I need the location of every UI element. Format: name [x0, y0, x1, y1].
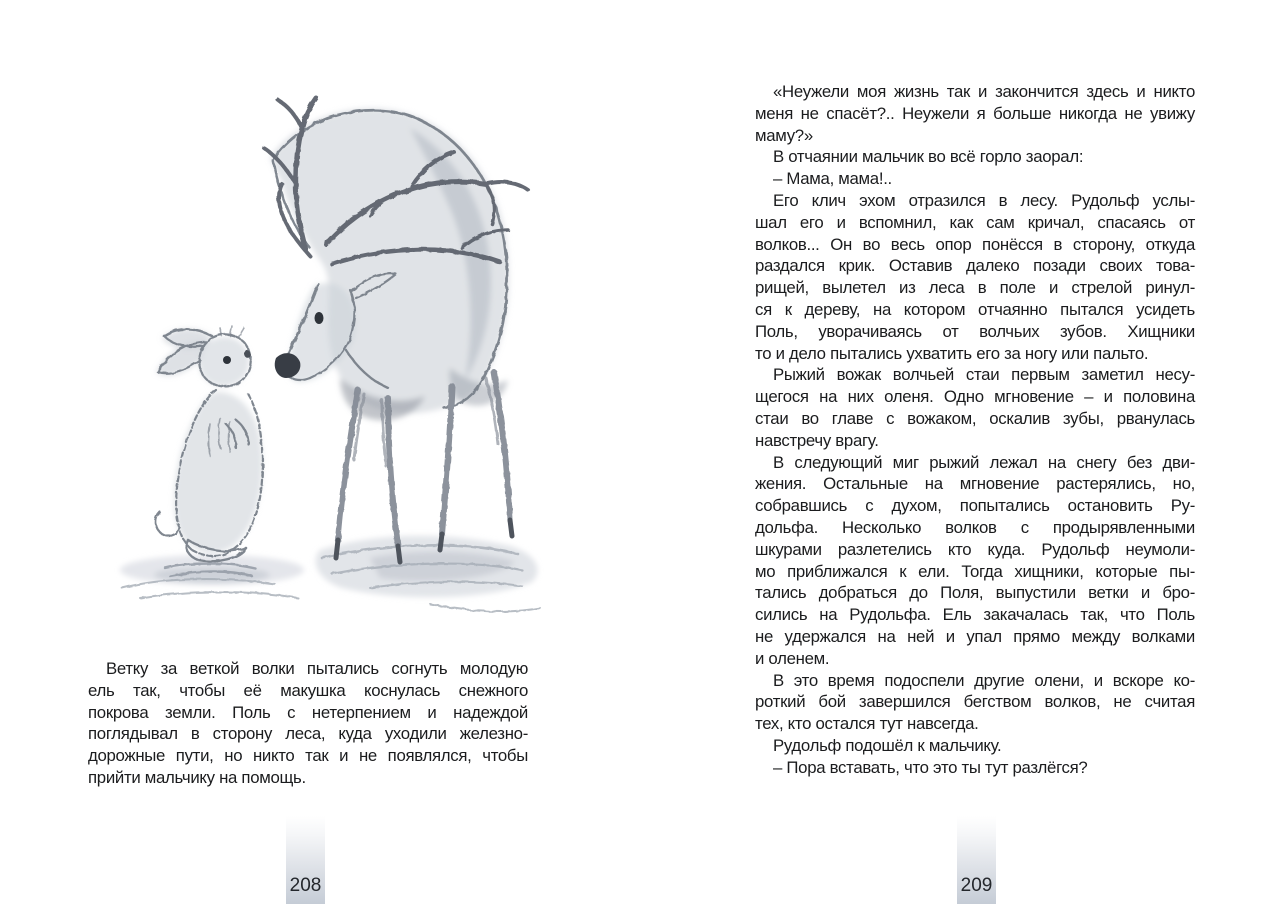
paragraph: [755, 146, 1195, 168]
text-line: В следующий миг рыжий лежал на снегу без дви-: [773, 452, 1195, 472]
text-line: не удержался на ней и упал прямо между волками: [755, 626, 1195, 646]
text-line: меня не спасёт?.. Неужели я больше никогда не увижу: [755, 103, 1195, 123]
paragraph: [88, 658, 528, 789]
text-line: маму?»: [755, 125, 813, 145]
text-line: раздался крик. Оставив далеко позади своих това-: [755, 256, 1195, 276]
paragraph: [755, 735, 1195, 757]
text-line: В отчаянии мальчик во всё горло заорал:: [773, 147, 1084, 167]
left-page-number-strip: [286, 816, 325, 904]
text-line: тались добраться до Поля, выпустили ветки и бро-: [755, 583, 1195, 603]
text-line: и оленем.: [755, 648, 830, 668]
text-line: мо приближался к ели. Тогда хищники, которые пы-: [755, 561, 1195, 581]
text-line: стаи во главе с вожаком, оскалив зубы, рванулась: [755, 408, 1195, 428]
text-line: дольфа. Несколько волков с продырявленными: [755, 517, 1195, 537]
text-line: Рыжий вожак волчьей стаи первым заметил несу-: [773, 365, 1195, 385]
text-line: рищей, вылетел из леса в поле и стрелой ринул-: [755, 278, 1195, 298]
right-page-number-strip: [957, 816, 996, 904]
paragraph: [755, 190, 1195, 364]
text-line: дорожные пути, но никто так и не появлялся, чтобы: [88, 746, 528, 766]
paragraph: [755, 757, 1195, 779]
text-line: «Неужели моя жизнь так и закончится здесь и никто: [773, 82, 1195, 101]
paragraph: [755, 168, 1195, 190]
text-line: покрова земли. Поль с нетерпением и надеждой: [88, 702, 528, 722]
text-line: прийти мальчику на помощь.: [88, 767, 306, 787]
text-line: Рудольф подошёл к мальчику.: [773, 735, 1002, 755]
text-line: – Пора вставать, что это ты тут разлёгся?: [773, 757, 1088, 777]
text-line: шкурами разлетелись кто куда. Рудольф неумоли-: [755, 539, 1195, 559]
text-line: Ветку за веткой волки пытались согнуть молодую: [106, 659, 528, 678]
left-page-number: 208: [289, 875, 322, 896]
text-line: то и дело пытались ухватить его за ногу или пальто.: [755, 343, 1149, 363]
text-line: поглядывал в сторону леса, куда уходили железно-: [88, 724, 528, 744]
text-line: волков... Он во весь опор понёсся в сторону, откуда: [755, 234, 1195, 254]
text-line: тех, кто остался тут навсегда.: [755, 714, 979, 734]
right-page-number: 209: [960, 875, 993, 896]
paragraph: [755, 81, 1195, 146]
text-line: Поль, уворачиваясь от волчьих зубов. Хищники: [755, 321, 1195, 341]
paragraph: [755, 364, 1195, 451]
text-line: – Мама, мама!..: [773, 169, 892, 189]
text-line: шал его и вспомнил, как сам кричал, спасаясь от: [755, 212, 1195, 232]
text-line: Его клич эхом отразился в лесу. Рудольф услы-: [773, 190, 1195, 210]
paragraph: [755, 452, 1195, 670]
text-line: собравшись с духом, попытались остановить Ру-: [755, 496, 1195, 516]
text-line: роткий бой завершился бегством волков, не считая: [755, 692, 1195, 712]
paragraph: [755, 670, 1195, 735]
text-line: навстречу врагу.: [755, 430, 879, 450]
text-line: В это время подоспели другие олени, и вскоре ко-: [773, 670, 1195, 690]
right-page-text: [755, 81, 1195, 779]
text-line: сились на Рудольфа. Ель закачалась так, что Поль: [755, 605, 1195, 625]
text-line: ся к дереву, на котором отчаянно пытался усидеть: [755, 299, 1195, 319]
right-page: [640, 0, 1280, 904]
text-line: жения. Остальные на мгновение растерялись, но,: [755, 474, 1195, 494]
reindeer-hare-illustration: [70, 88, 560, 648]
left-page-text: [88, 658, 528, 789]
text-line: щегося на них оленя. Одно мгновение – и половина: [755, 387, 1195, 407]
text-line: ель так, чтобы её макушка коснулась снежного: [88, 680, 528, 700]
